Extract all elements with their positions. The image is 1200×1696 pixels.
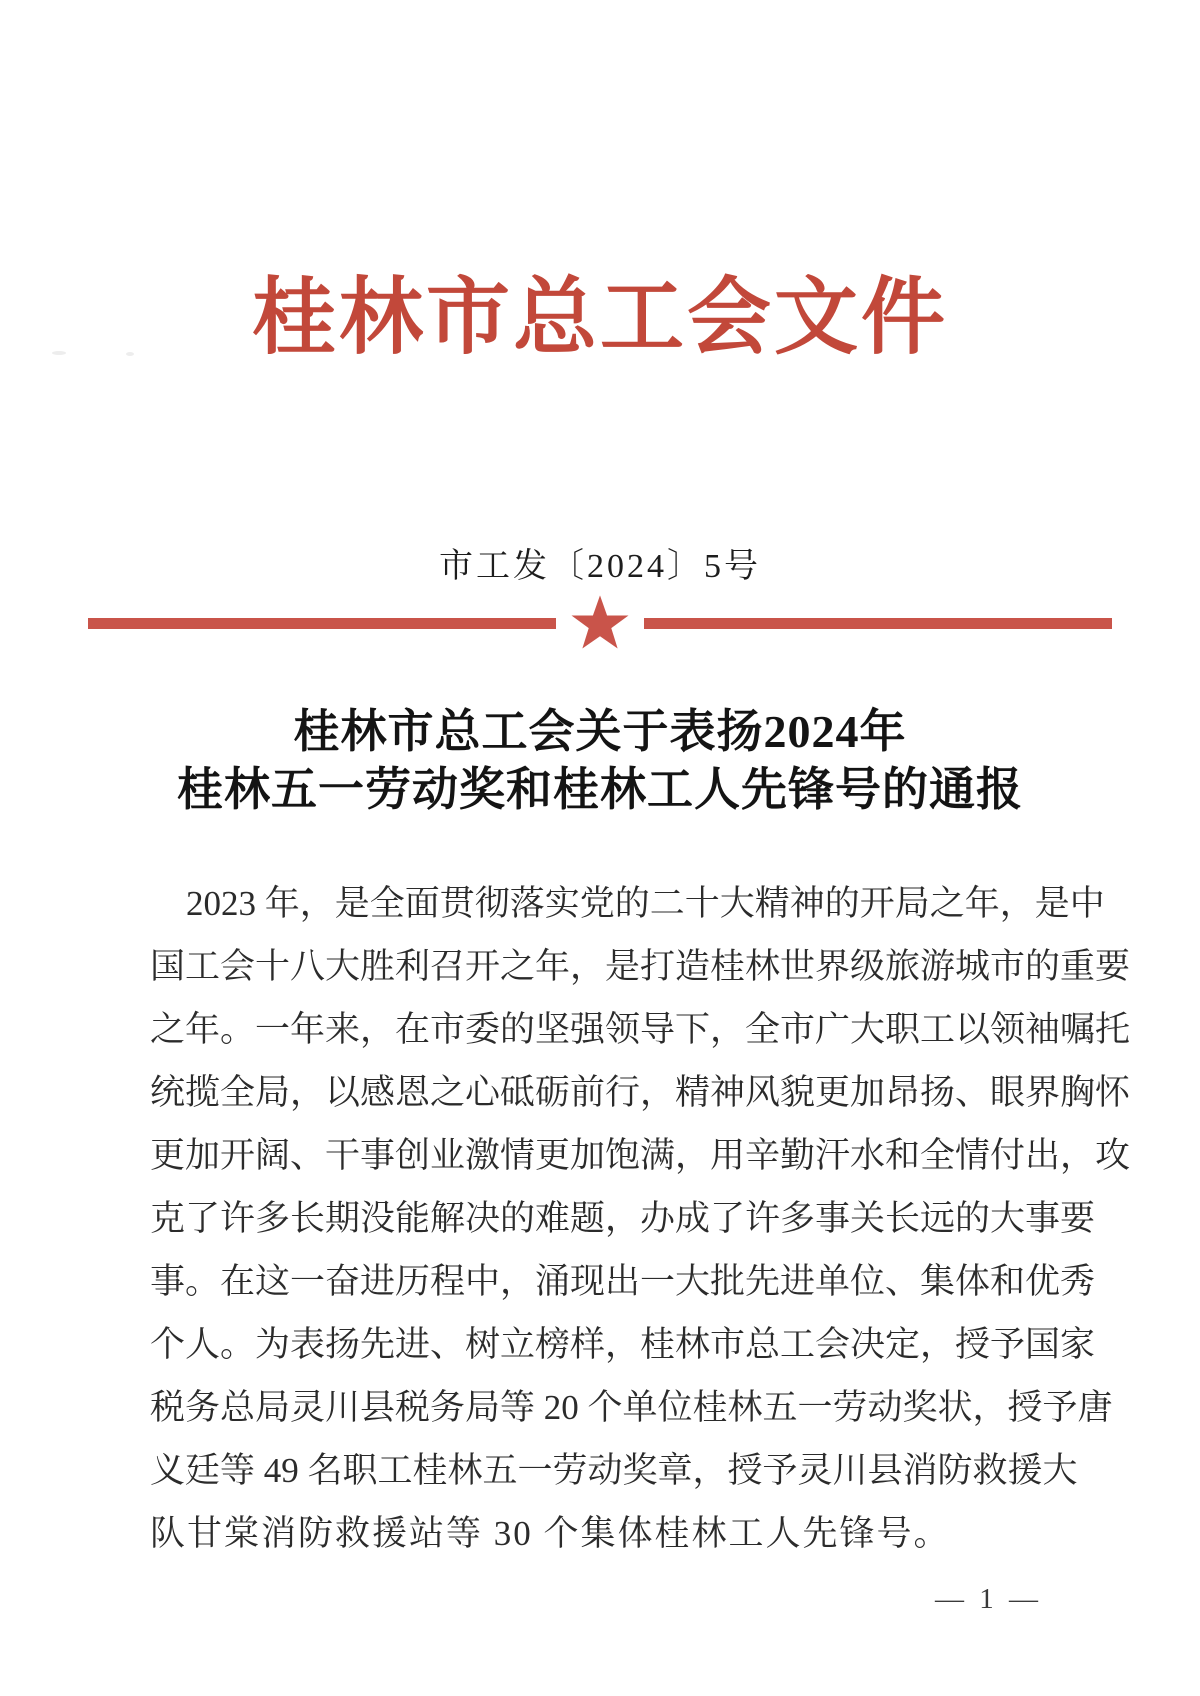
page-number: — 1 — <box>935 1583 1042 1615</box>
star-icon <box>570 592 630 654</box>
body-paragraph <box>150 872 1131 1565</box>
notice-title <box>0 703 1200 819</box>
body-line: 2023 年，是全面贯彻落实党的二十大精神的开局之年，是中 <box>186 884 1105 923</box>
letterhead-title: 桂林市总工会文件 <box>251 272 948 365</box>
notice-title-line-1: 桂林市总工会关于表扬2024年 <box>293 706 907 757</box>
body-line: 义廷等 49 名职工桂林五一劳动奖章，授予灵川县消防救援大 <box>150 1451 1078 1490</box>
body-line: 统揽全局，以感恩之心砥砺前行，精神风貌更加昂扬、眼界胸怀 <box>150 1073 1131 1112</box>
body-line: 更加开阔、干事创业激情更加饱满，用辛勤汗水和全情付出，攻 <box>150 1136 1131 1175</box>
body-line: 国工会十八大胜利召开之年，是打造桂林世界级旅游城市的重要 <box>150 947 1131 986</box>
body-line: 克了许多长期没能解决的难题，办成了许多事关长远的大事要 <box>150 1199 1096 1238</box>
body-line: 事。在这一奋进历程中，涌现出一大批先进单位、集体和优秀 <box>150 1262 1096 1301</box>
divider-bar-right <box>644 618 1112 629</box>
body-line: 个人。为表扬先进、树立榜样，桂林市总工会决定，授予国家 <box>150 1325 1096 1364</box>
notice-title-line-2: 桂林五一劳动奖和桂林工人先锋号的通报 <box>177 764 1023 815</box>
divider-bar-left <box>88 618 556 629</box>
body-line: 之年。一年来，在市委的坚强领导下，全市广大职工以领袖嘱托 <box>150 1010 1131 1049</box>
red-divider <box>88 592 1112 654</box>
document-number: 市工发〔2024〕5号 <box>439 548 761 585</box>
body-line: 队甘棠消防救援站等 30 个集体桂林工人先锋号。 <box>150 1514 951 1553</box>
body-line: 税务总局灵川县税务局等 20 个单位桂林五一劳动奖状，授予唐 <box>150 1388 1113 1427</box>
